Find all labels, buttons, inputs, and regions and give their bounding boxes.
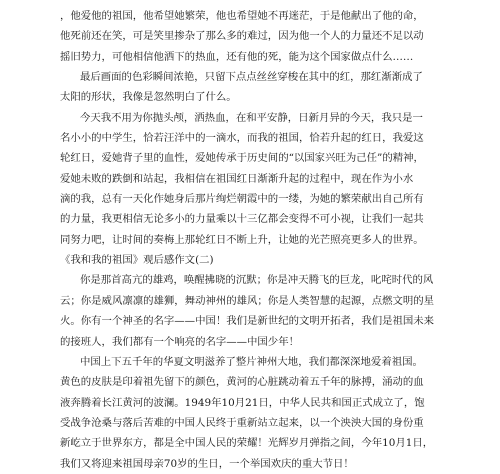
- text-line: 轮红日，爱她背子里的血性，爱她传承于历史间的“以国家兴旺为己任”的精神，: [60, 152, 424, 165]
- text-line: 爱她未败的跌倒和站起，我相信在祖国红日渐渐升起的过程中，现在作为小水: [60, 172, 414, 185]
- text-line: 他死前还在笑，可是笑里掺杂了那么多的难过，因为他一个人的力量还不足以动: [60, 30, 424, 43]
- essay-title: 《我和我的祖国》观后感作文(二): [60, 254, 214, 267]
- text-line: 滴的我，总有一天化作她身后那片绚烂朝霞中的一缕，为她的繁荣献出自己所有: [60, 193, 424, 206]
- text-line: 最后画面的色彩瞬间浓艳，只留下点点丝丝穿梭在其中的红，那红渐渐成了: [80, 71, 423, 84]
- text-line: 太阳的形状，我像是忽然明白了什么。: [60, 91, 237, 104]
- text-line: ，他爱他的祖国，他希望她繁荣，他也希望她不再迷茫，于是他献出了他的命，: [60, 10, 424, 22]
- text-line: 今天我不用为你抛头颅，洒热血，在和平安静，日新月异的今天，我只是一: [80, 111, 423, 124]
- document-body: [60, 6, 450, 474]
- text-line: 的力量，我更相信无论多小的力量乘以十三亿都会变得不可小视，让我们一起共: [60, 213, 424, 226]
- text-line: 我们又将迎来祖国母亲70岁的生日，一个举国欢庆的重大节日！: [60, 457, 354, 470]
- text-line: 名小小的中学生，恰若汪洋中的一滴水，而我的祖国，恰若升起的红日，我爱这: [60, 132, 424, 145]
- text-line: 火。你有一个神圣的名字——中国！我们是新世纪的文明开拓者，我们是祖国未来: [60, 315, 435, 328]
- text-line: 云；你是威风凛凛的雄狮，舞动神州的雄风；你是人类智慧的起源，点燃文明的星: [60, 294, 435, 307]
- text-line: 同努力吧，让时间的奏梅上那轮红日不断上升，让她的光芒照亮更多人的世界。: [60, 233, 424, 246]
- text-line: 受战争沧桑与落后苦难的中国人民终于重新站立起来，以一个泱泱大国的身份重: [60, 416, 424, 429]
- text-line: 液奔腾着长江黄河的波澜。1949年10月21日，中华人民共和国正式成立了，饱: [60, 396, 425, 409]
- text-line: 中国上下五千年的华夏文明滋养了整片神州大地，我们都深深地爱着祖国。: [80, 355, 423, 368]
- text-line: 黄色的皮肤是印着祖先留下的颜色，黄河的心脏跳动着五千年的脉搏，涌动的血: [60, 376, 424, 389]
- text-line: 摇旧势力，可他相信他洒下的热血，还有他的死，能为这个国家做点什么……: [60, 50, 414, 63]
- text-line: 的接班人，我们都有一个响亮的名字——中国少年！: [60, 335, 299, 348]
- text-line: 新屹立于世界东方，都是全中国人民的荣耀！光辉岁月弹指之间，今年10月1日，: [60, 437, 434, 450]
- text-line: 你是那首高亢的雄鸡，唤醒拂晓的沉默；你是冲天腾飞的巨龙，叱咤时代的风: [80, 274, 434, 287]
